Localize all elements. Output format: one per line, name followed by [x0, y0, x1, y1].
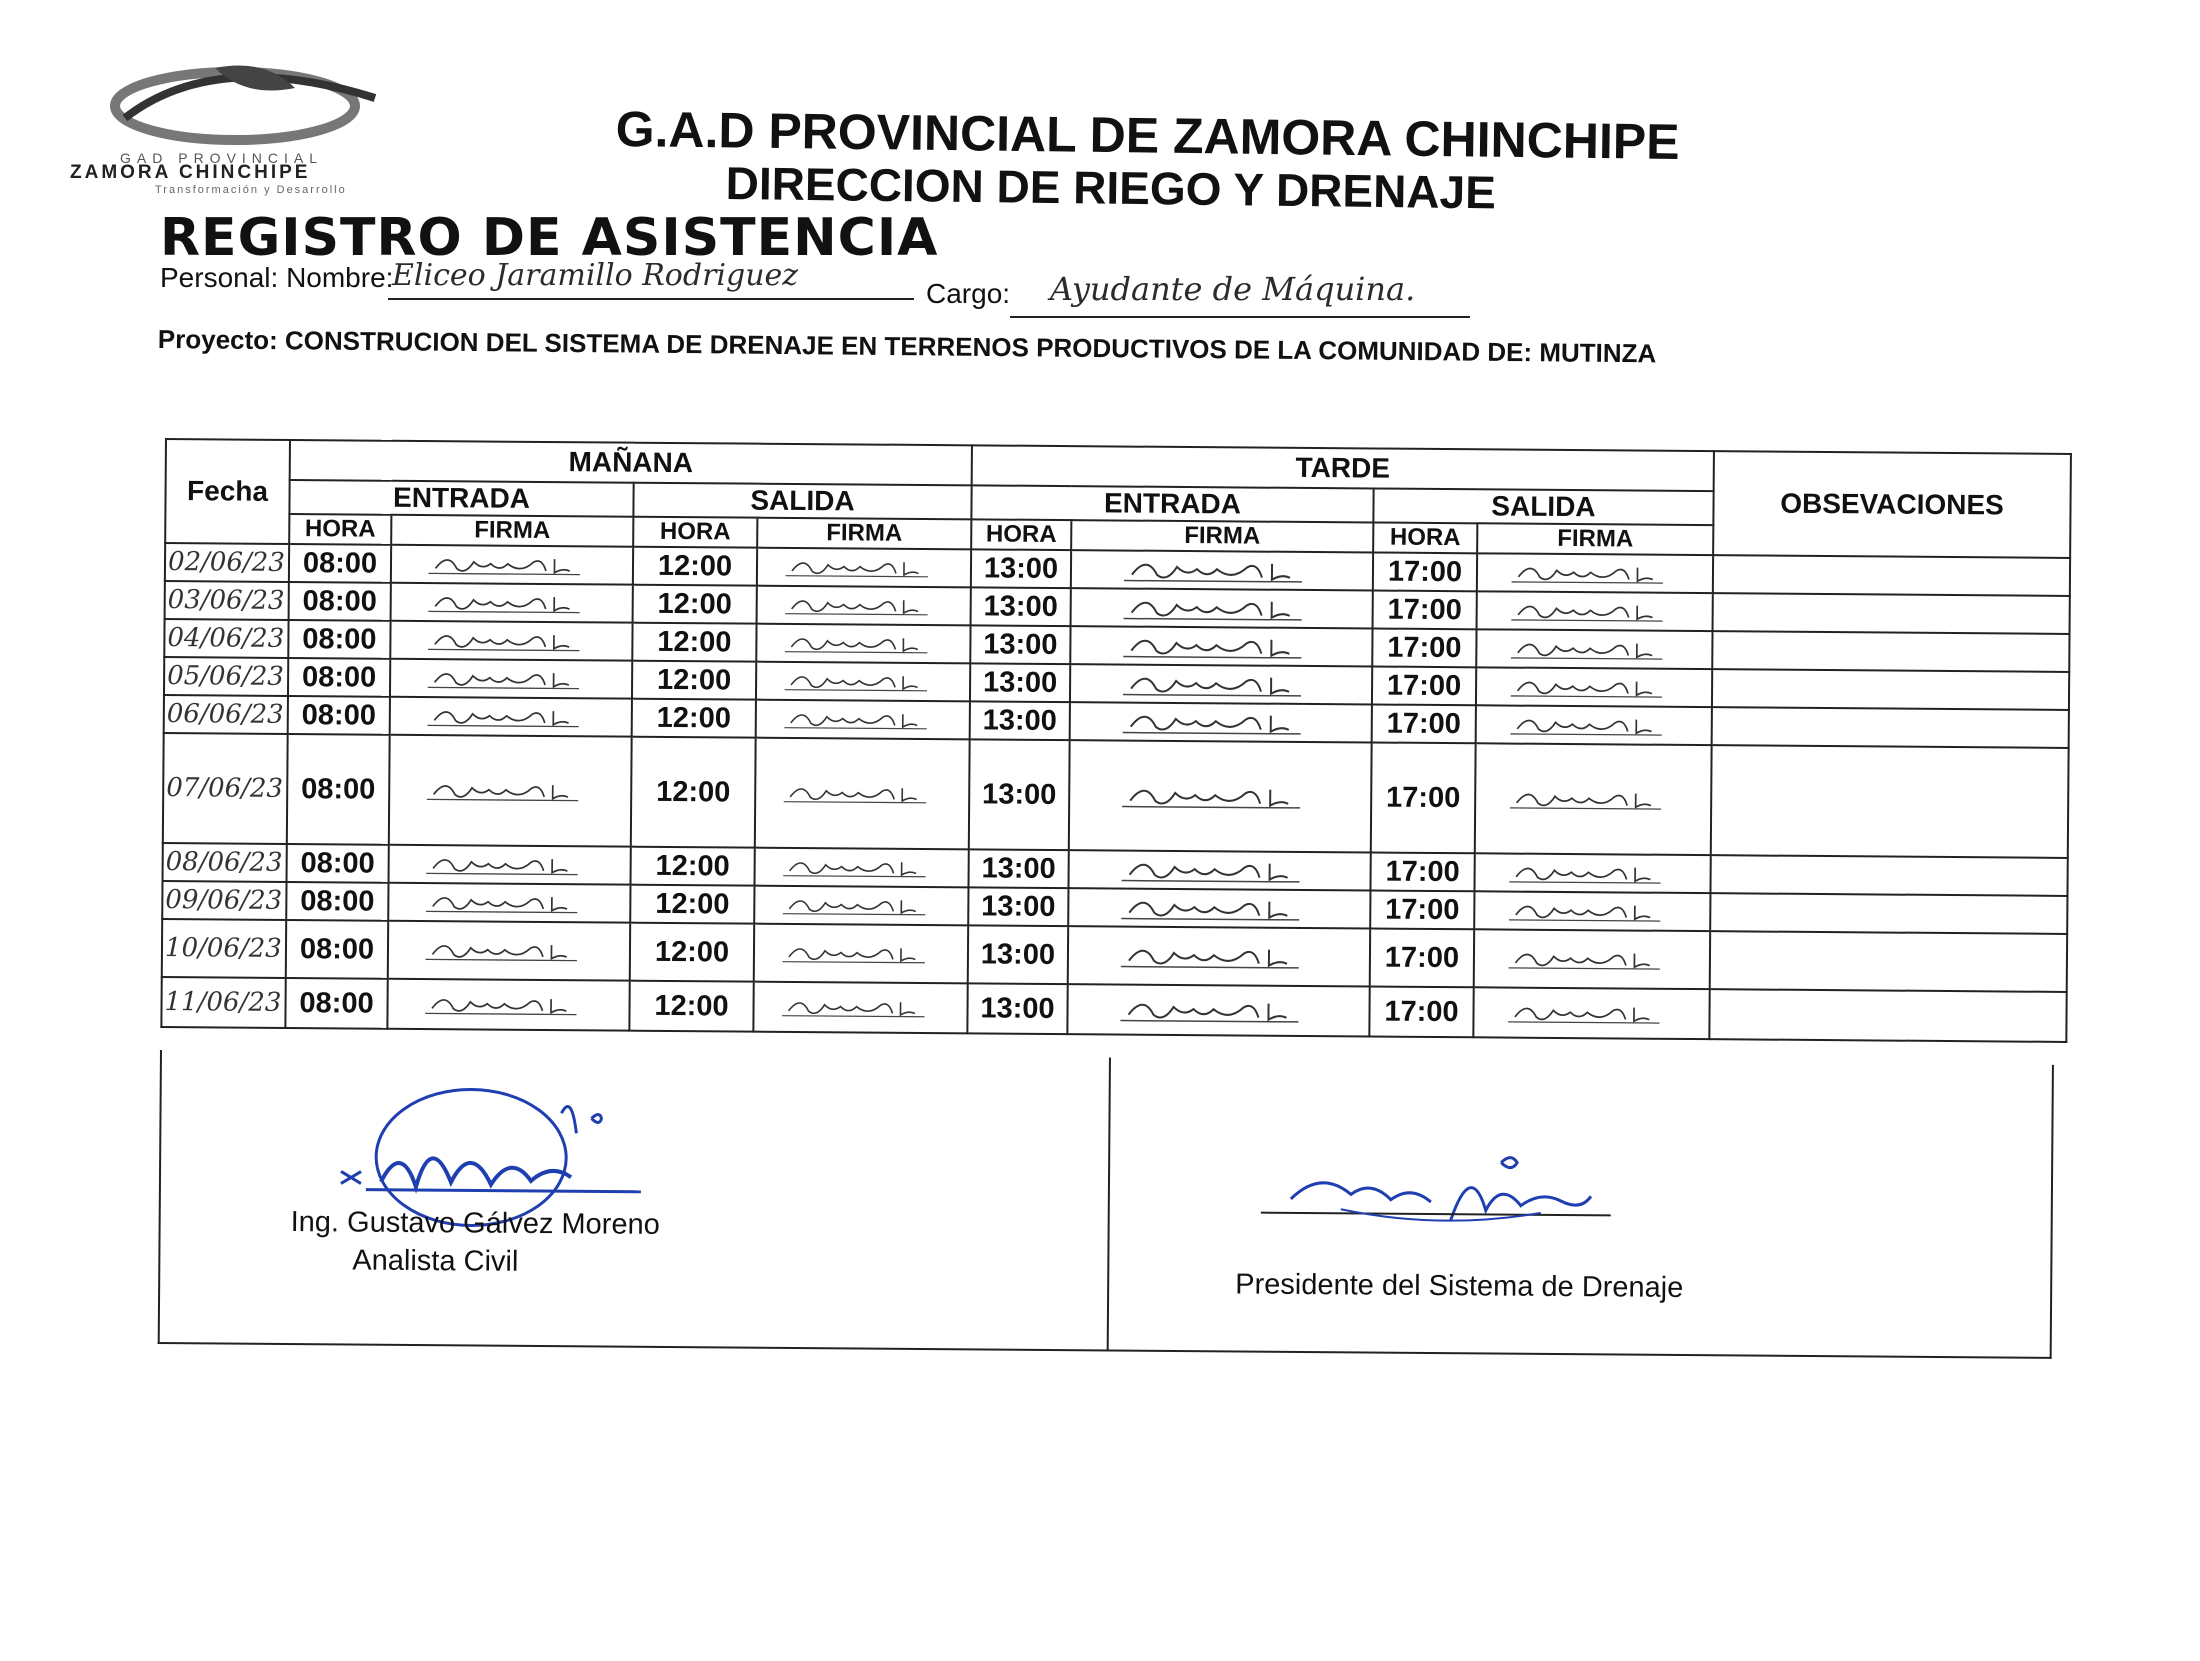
attendance-rows — [161, 543, 2070, 1042]
row-hora-salida-tarde: 17:00 — [1370, 928, 1474, 987]
header-line2: DIRECCION DE RIEGO Y DRENAJE — [725, 156, 1497, 219]
col-manana-salida: SALIDA — [633, 483, 971, 520]
logo-line2: ZAMORA CHINCHIPE — [70, 162, 311, 183]
col-firma: FIRMA — [1071, 520, 1373, 552]
row-observaciones[interactable] — [1710, 893, 2067, 934]
row-firma-salida-manana — [754, 924, 968, 984]
row-hora-salida-tarde: 17:00 — [1373, 552, 1477, 591]
row-firma-entrada-manana — [387, 979, 629, 1031]
worker-signature-icon — [782, 776, 942, 811]
row-hora-salida-manana: 12:00 — [632, 699, 756, 738]
cargo-label: Cargo: — [926, 278, 1011, 309]
row-hora-entrada-manana: 08:00 — [288, 620, 390, 659]
worker-signature-icon — [780, 990, 940, 1025]
table-row — [163, 733, 2069, 858]
row-hora-entrada-manana: 08:00 — [285, 978, 387, 1029]
row-hora-entrada-manana: 08:00 — [289, 582, 391, 621]
row-hora-entrada-tarde: 13:00 — [967, 983, 1067, 1034]
row-firma-salida-manana — [756, 662, 970, 702]
col-manana: MAÑANA — [290, 440, 972, 485]
row-hora-entrada-manana: 08:00 — [286, 920, 388, 979]
nombre-label: Personal: Nombre: — [160, 262, 394, 293]
nombre-underline — [388, 298, 914, 300]
row-firma-salida-manana — [755, 738, 970, 850]
row-hora-entrada-tarde: 13:00 — [971, 549, 1071, 588]
worker-signature-icon — [424, 885, 594, 920]
worker-signature-icon — [1120, 853, 1320, 889]
row-fecha: 04/06/23 — [164, 619, 288, 658]
row-hora-entrada-manana: 08:00 — [288, 696, 390, 735]
row-firma-entrada-manana — [390, 621, 632, 661]
col-hora: HORA — [1373, 522, 1477, 553]
worker-signature-icon — [1506, 996, 1676, 1031]
row-firma-salida-tarde — [1476, 705, 1712, 745]
nombre-value: Eliceo Jaramillo Rodriguez — [392, 258, 799, 293]
row-hora-salida-manana: 12:00 — [633, 585, 757, 624]
cargo-value: Ayudante de Máquina. — [1050, 270, 1416, 308]
row-firma-salida-tarde — [1477, 553, 1713, 593]
row-firma-salida-manana — [755, 848, 969, 888]
worker-signature-icon — [783, 702, 943, 737]
row-firma-entrada-tarde — [1070, 664, 1372, 704]
worker-signature-icon — [426, 623, 596, 658]
row-fecha: 10/06/23 — [162, 919, 286, 978]
row-firma-salida-manana — [756, 700, 970, 740]
worker-signature-icon — [784, 588, 944, 623]
row-hora-entrada-tarde: 13:00 — [968, 887, 1068, 926]
worker-signature-icon — [1121, 667, 1321, 703]
proyecto-line: Proyecto: CONSTRUCION DEL SISTEMA DE DRENAJE EN TERRENOS PRODUCTIVOS DE LA COMUNIDAD DE: MUTINZA — [157, 324, 1657, 369]
col-hora: HORA — [289, 514, 391, 545]
row-firma-salida-manana — [756, 624, 970, 664]
worker-signature-icon — [1119, 939, 1319, 975]
row-hora-entrada-manana: 08:00 — [286, 882, 388, 921]
col-observaciones: OBSEVACIONES — [1713, 451, 2071, 558]
row-firma-salida-tarde — [1476, 667, 1712, 707]
worker-signature-icon — [1122, 591, 1322, 627]
row-firma-entrada-manana — [389, 845, 631, 885]
row-observaciones[interactable] — [1712, 631, 2069, 672]
document-title: REGISTRO DE ASISTENCIA — [160, 208, 939, 268]
worker-signature-icon — [424, 933, 594, 968]
worker-signature-icon — [1510, 594, 1680, 629]
row-hora-salida-tarde: 17:00 — [1370, 890, 1474, 929]
worker-signature-icon — [1120, 779, 1320, 815]
row-hora-salida-manana: 12:00 — [631, 847, 755, 886]
analyst-role: Analista Civil — [352, 1244, 519, 1278]
worker-signature-icon — [783, 664, 943, 699]
row-hora-salida-tarde: 17:00 — [1371, 742, 1476, 853]
row-firma-entrada-tarde — [1069, 740, 1372, 852]
row-hora-entrada-tarde: 13:00 — [971, 587, 1071, 626]
worker-signature-icon — [1510, 556, 1680, 591]
row-hora-entrada-tarde: 13:00 — [970, 701, 1070, 740]
row-hora-salida-manana: 12:00 — [632, 661, 756, 700]
worker-signature-icon — [1507, 894, 1677, 929]
row-hora-salida-manana: 12:00 — [629, 981, 753, 1032]
worker-signature-icon — [784, 550, 944, 585]
row-observaciones[interactable] — [1713, 593, 2070, 634]
logo-swoosh-icon — [95, 58, 405, 153]
col-firma: FIRMA — [1477, 523, 1713, 555]
worker-signature-icon — [426, 699, 596, 734]
worker-signature-icon — [426, 661, 596, 696]
worker-signature-icon — [427, 585, 597, 620]
worker-signature-icon — [1122, 553, 1322, 589]
worker-signature-icon — [1119, 891, 1319, 927]
attendance-table — [160, 438, 2072, 1043]
row-fecha: 02/06/23 — [165, 543, 289, 582]
row-fecha: 05/06/23 — [164, 657, 288, 696]
worker-signature-icon — [1509, 670, 1679, 705]
row-hora-salida-tarde: 17:00 — [1372, 628, 1476, 667]
worker-signature-icon — [781, 888, 941, 923]
row-firma-salida-manana — [757, 586, 971, 626]
president-role: Presidente del Sistema de Drenaje — [1235, 1268, 1684, 1304]
row-hora-entrada-tarde: 13:00 — [968, 925, 1068, 984]
row-fecha: 06/06/23 — [164, 695, 288, 734]
row-firma-salida-tarde — [1476, 629, 1712, 669]
row-firma-entrada-tarde — [1068, 926, 1370, 986]
row-observaciones[interactable] — [1710, 855, 2067, 896]
row-hora-entrada-manana: 08:00 — [288, 658, 390, 697]
row-firma-salida-tarde — [1477, 591, 1713, 631]
logo-line1: GAD PROVINCIAL — [120, 150, 324, 166]
attendance-sheet — [160, 438, 2070, 1073]
row-hora-salida-manana: 12:00 — [631, 737, 756, 848]
row-hora-entrada-manana: 08:00 — [289, 544, 391, 583]
row-firma-entrada-manana — [388, 883, 630, 923]
row-firma-entrada-manana — [389, 735, 632, 847]
worker-signature-icon — [427, 547, 597, 582]
worker-signature-icon — [1508, 782, 1678, 817]
worker-signature-icon — [1507, 942, 1677, 977]
header-line1: G.A.D PROVINCIAL DE ZAMORA CHINCHIPE — [615, 100, 1680, 170]
row-observaciones[interactable] — [1710, 931, 2067, 992]
row-hora-salida-tarde: 17:00 — [1372, 704, 1476, 743]
row-fecha: 07/06/23 — [163, 733, 288, 844]
logo-line3: Transformación y Desarrollo — [155, 184, 347, 196]
worker-signature-icon — [425, 773, 595, 808]
worker-signature-icon — [1507, 856, 1677, 891]
row-firma-entrada-tarde — [1067, 984, 1369, 1036]
col-tarde-salida: SALIDA — [1373, 488, 1713, 525]
row-hora-entrada-manana: 08:00 — [287, 734, 390, 845]
row-firma-salida-manana — [757, 548, 971, 588]
row-firma-entrada-tarde — [1068, 888, 1370, 928]
row-hora-salida-tarde: 17:00 — [1373, 590, 1477, 629]
row-hora-salida-manana: 12:00 — [633, 547, 757, 586]
row-fecha: 11/06/23 — [161, 977, 285, 1028]
worker-signature-icon — [783, 626, 943, 661]
row-hora-salida-manana: 12:00 — [632, 623, 756, 662]
worker-signature-icon — [1121, 705, 1321, 741]
col-manana-entrada: ENTRADA — [289, 480, 633, 517]
row-firma-entrada-tarde — [1070, 702, 1372, 742]
row-firma-salida-tarde — [1475, 743, 1712, 855]
president-signature-icon — [1260, 1149, 1621, 1262]
row-hora-salida-tarde: 17:00 — [1372, 666, 1476, 705]
row-observaciones[interactable] — [1711, 745, 2069, 858]
row-hora-salida-tarde: 17:00 — [1370, 852, 1474, 891]
worker-signature-icon — [1509, 632, 1679, 667]
row-fecha: 03/06/23 — [165, 581, 289, 620]
worker-signature-icon — [1121, 629, 1321, 665]
worker-signature-icon — [1509, 708, 1679, 743]
row-hora-entrada-manana: 08:00 — [287, 844, 389, 883]
row-observaciones[interactable] — [1713, 555, 2070, 596]
col-firma: FIRMA — [391, 515, 633, 547]
row-firma-salida-tarde — [1474, 929, 1710, 989]
signature-divider — [1107, 1057, 1111, 1349]
col-tarde: TARDE — [972, 445, 1714, 491]
row-firma-entrada-tarde — [1070, 626, 1372, 666]
row-observaciones[interactable] — [1709, 989, 2066, 1042]
row-fecha: 08/06/23 — [163, 843, 287, 882]
row-firma-entrada-manana — [390, 659, 632, 699]
row-hora-entrada-tarde: 13:00 — [970, 663, 1070, 702]
row-firma-entrada-manana — [388, 921, 630, 981]
row-firma-salida-manana — [753, 982, 967, 1034]
row-firma-entrada-tarde — [1071, 588, 1373, 628]
row-observaciones[interactable] — [1712, 707, 2069, 748]
row-hora-entrada-tarde: 13:00 — [969, 739, 1070, 850]
row-firma-entrada-tarde — [1068, 850, 1370, 890]
worker-signature-icon — [782, 850, 942, 885]
row-firma-salida-tarde — [1473, 987, 1709, 1039]
row-firma-entrada-manana — [391, 545, 633, 585]
signature-block — [158, 1050, 2054, 1359]
row-fecha: 09/06/23 — [162, 881, 286, 920]
cargo-underline — [1010, 316, 1470, 318]
row-hora-salida-manana: 12:00 — [630, 923, 754, 982]
row-firma-entrada-manana — [391, 583, 633, 623]
worker-signature-icon — [423, 987, 593, 1022]
col-hora: HORA — [971, 519, 1071, 550]
row-hora-entrada-tarde: 13:00 — [970, 625, 1070, 664]
row-firma-salida-tarde — [1474, 891, 1710, 931]
col-hora: HORA — [633, 517, 757, 548]
row-firma-salida-manana — [754, 886, 968, 926]
col-tarde-entrada: ENTRADA — [971, 485, 1373, 522]
row-observaciones[interactable] — [1712, 669, 2069, 710]
row-firma-entrada-tarde — [1071, 550, 1373, 590]
row-hora-salida-manana: 12:00 — [630, 885, 754, 924]
col-fecha: Fecha — [165, 439, 290, 544]
worker-signature-icon — [425, 847, 595, 882]
row-firma-entrada-manana — [390, 697, 632, 737]
gad-logo — [60, 58, 430, 196]
col-firma: FIRMA — [757, 518, 971, 550]
row-firma-salida-tarde — [1474, 853, 1710, 893]
row-hora-salida-tarde: 17:00 — [1369, 986, 1473, 1037]
analyst-name: Ing. Gustavo Gálvez Moreno — [290, 1206, 660, 1241]
row-hora-entrada-tarde: 13:00 — [968, 849, 1068, 888]
worker-signature-icon — [1118, 993, 1318, 1029]
worker-signature-icon — [781, 936, 941, 971]
